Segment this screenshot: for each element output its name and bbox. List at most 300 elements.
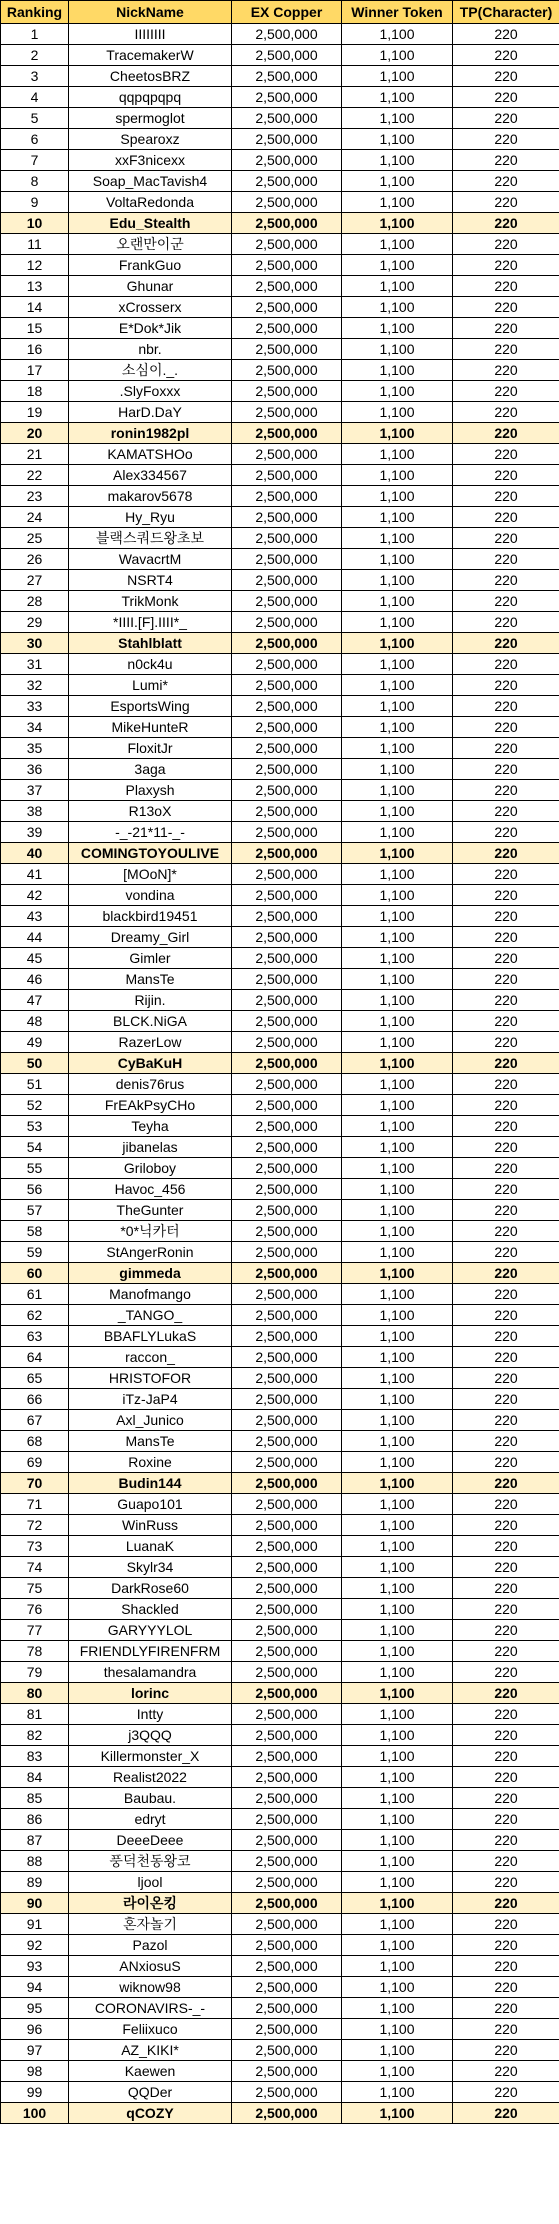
nickname-cell: Spearoxz xyxy=(69,129,232,150)
tp-character-cell: 220 xyxy=(453,948,559,969)
tp-character-cell: 220 xyxy=(453,2082,559,2103)
tp-character-cell: 220 xyxy=(453,1914,559,1935)
winner-token-cell: 1,100 xyxy=(342,1809,453,1830)
rank-cell: 77 xyxy=(1,1620,69,1641)
winner-token-cell: 1,100 xyxy=(342,1116,453,1137)
ex-copper-cell: 2,500,000 xyxy=(232,234,342,255)
rank-cell: 22 xyxy=(1,465,69,486)
rank-cell: 29 xyxy=(1,612,69,633)
nickname-cell: KAMATSHOo xyxy=(69,444,232,465)
ex-copper-cell: 2,500,000 xyxy=(232,1809,342,1830)
nickname-cell: gimmeda xyxy=(69,1263,232,1284)
ex-copper-cell: 2,500,000 xyxy=(232,1725,342,1746)
winner-token-cell: 1,100 xyxy=(342,465,453,486)
table-header xyxy=(1,1,559,24)
table-row xyxy=(1,780,559,801)
ex-copper-cell: 2,500,000 xyxy=(232,822,342,843)
winner-token-cell: 1,100 xyxy=(342,1599,453,1620)
ex-copper-cell: 2,500,000 xyxy=(232,1788,342,1809)
rank-cell: 6 xyxy=(1,129,69,150)
ex-copper-cell: 2,500,000 xyxy=(232,465,342,486)
nickname-cell: lorinc xyxy=(69,1683,232,1704)
tp-character-cell: 220 xyxy=(453,1725,559,1746)
winner-token-cell: 1,100 xyxy=(342,486,453,507)
nickname-cell: 라이온킹 xyxy=(69,1893,232,1914)
table-row xyxy=(1,1347,559,1368)
table-row xyxy=(1,486,559,507)
table-row xyxy=(1,1851,559,1872)
tp-character-cell: 220 xyxy=(453,1431,559,1452)
table-row xyxy=(1,1704,559,1725)
ex-copper-cell: 2,500,000 xyxy=(232,45,342,66)
table-row xyxy=(1,1074,559,1095)
nickname-cell: LuanaK xyxy=(69,1536,232,1557)
ex-copper-cell: 2,500,000 xyxy=(232,1200,342,1221)
tp-character-cell: 220 xyxy=(453,1158,559,1179)
winner-token-cell: 1,100 xyxy=(342,1725,453,1746)
nickname-cell: -_-21*11-_- xyxy=(69,822,232,843)
table-row xyxy=(1,1221,559,1242)
winner-token-cell: 1,100 xyxy=(342,1452,453,1473)
winner-token-cell: 1,100 xyxy=(342,360,453,381)
table-row xyxy=(1,1977,559,1998)
ex-copper-cell: 2,500,000 xyxy=(232,2061,342,2082)
nickname-cell: denis76rus xyxy=(69,1074,232,1095)
nickname-cell: Plaxysh xyxy=(69,780,232,801)
tp-character-cell: 220 xyxy=(453,780,559,801)
rank-cell: 38 xyxy=(1,801,69,822)
tp-character-cell: 220 xyxy=(453,507,559,528)
nickname-cell: xCrosserx xyxy=(69,297,232,318)
winner-token-cell: 1,100 xyxy=(342,927,453,948)
winner-token-cell: 1,100 xyxy=(342,213,453,234)
table-row xyxy=(1,1116,559,1137)
nickname-cell: Lumi* xyxy=(69,675,232,696)
table-row xyxy=(1,381,559,402)
table-row xyxy=(1,255,559,276)
tp-character-cell: 220 xyxy=(453,1137,559,1158)
tp-character-cell: 220 xyxy=(453,192,559,213)
winner-token-cell: 1,100 xyxy=(342,1053,453,1074)
ex-copper-cell: 2,500,000 xyxy=(232,738,342,759)
tp-character-cell: 220 xyxy=(453,108,559,129)
winner-token-cell: 1,100 xyxy=(342,2019,453,2040)
winner-token-cell: 1,100 xyxy=(342,675,453,696)
tp-character-cell: 220 xyxy=(453,297,559,318)
table-row xyxy=(1,1032,559,1053)
nickname-cell: FrankGuo xyxy=(69,255,232,276)
nickname-cell: FRIENDLYFIRENFRM xyxy=(69,1641,232,1662)
tp-character-cell: 220 xyxy=(453,1641,559,1662)
ex-copper-cell: 2,500,000 xyxy=(232,1599,342,1620)
winner-token-cell: 1,100 xyxy=(342,717,453,738)
winner-token-cell: 1,100 xyxy=(342,1704,453,1725)
rank-cell: 40 xyxy=(1,843,69,864)
ex-copper-cell: 2,500,000 xyxy=(232,1494,342,1515)
nickname-cell: 3aga xyxy=(69,759,232,780)
winner-token-cell: 1,100 xyxy=(342,612,453,633)
ex-copper-cell: 2,500,000 xyxy=(232,591,342,612)
tp-character-cell: 220 xyxy=(453,1788,559,1809)
tp-character-cell: 220 xyxy=(453,1767,559,1788)
nickname-cell: TracemakerW xyxy=(69,45,232,66)
tp-character-cell: 220 xyxy=(453,1284,559,1305)
rank-cell: 94 xyxy=(1,1977,69,1998)
rank-cell: 75 xyxy=(1,1578,69,1599)
rank-cell: 97 xyxy=(1,2040,69,2061)
rank-cell: 98 xyxy=(1,2061,69,2082)
tp-character-cell: 220 xyxy=(453,129,559,150)
table-row xyxy=(1,2019,559,2040)
winner-token-cell: 1,100 xyxy=(342,1389,453,1410)
header-winner-token: Winner Token xyxy=(342,1,453,24)
winner-token-cell: 1,100 xyxy=(342,1998,453,2019)
table-row xyxy=(1,843,559,864)
ex-copper-cell: 2,500,000 xyxy=(232,213,342,234)
table-row xyxy=(1,276,559,297)
ex-copper-cell: 2,500,000 xyxy=(232,1242,342,1263)
ex-copper-cell: 2,500,000 xyxy=(232,675,342,696)
ex-copper-cell: 2,500,000 xyxy=(232,633,342,654)
rank-cell: 3 xyxy=(1,66,69,87)
tp-character-cell: 220 xyxy=(453,675,559,696)
table-row xyxy=(1,927,559,948)
rank-cell: 9 xyxy=(1,192,69,213)
winner-token-cell: 1,100 xyxy=(342,507,453,528)
nickname-cell: iTz-JaP4 xyxy=(69,1389,232,1410)
nickname-cell: 블랙스쿼드왕초보 xyxy=(69,528,232,549)
ex-copper-cell: 2,500,000 xyxy=(232,1935,342,1956)
table-row xyxy=(1,1011,559,1032)
tp-character-cell: 220 xyxy=(453,255,559,276)
header-row xyxy=(1,1,559,24)
ex-copper-cell: 2,500,000 xyxy=(232,906,342,927)
nickname-cell: EsportsWing xyxy=(69,696,232,717)
tp-character-cell: 220 xyxy=(453,1179,559,1200)
rank-cell: 58 xyxy=(1,1221,69,1242)
table-row xyxy=(1,1158,559,1179)
rank-cell: 35 xyxy=(1,738,69,759)
ex-copper-cell: 2,500,000 xyxy=(232,759,342,780)
table-row xyxy=(1,1326,559,1347)
nickname-cell: j3QQQ xyxy=(69,1725,232,1746)
table-row xyxy=(1,1305,559,1326)
nickname-cell: CheetosBRZ xyxy=(69,66,232,87)
rank-cell: 12 xyxy=(1,255,69,276)
rank-cell: 67 xyxy=(1,1410,69,1431)
winner-token-cell: 1,100 xyxy=(342,150,453,171)
table-row xyxy=(1,1641,559,1662)
table-row xyxy=(1,612,559,633)
table-row xyxy=(1,318,559,339)
nickname-cell: NSRT4 xyxy=(69,570,232,591)
tp-character-cell: 220 xyxy=(453,66,559,87)
table-row xyxy=(1,990,559,1011)
rank-cell: 81 xyxy=(1,1704,69,1725)
winner-token-cell: 1,100 xyxy=(342,297,453,318)
ex-copper-cell: 2,500,000 xyxy=(232,1053,342,1074)
rank-cell: 85 xyxy=(1,1788,69,1809)
ex-copper-cell: 2,500,000 xyxy=(232,1662,342,1683)
winner-token-cell: 1,100 xyxy=(342,864,453,885)
table-row xyxy=(1,1830,559,1851)
ex-copper-cell: 2,500,000 xyxy=(232,423,342,444)
tp-character-cell: 220 xyxy=(453,276,559,297)
nickname-cell: MansTe xyxy=(69,1431,232,1452)
winner-token-cell: 1,100 xyxy=(342,549,453,570)
winner-token-cell: 1,100 xyxy=(342,1011,453,1032)
nickname-cell: 오랜만이군 xyxy=(69,234,232,255)
ex-copper-cell: 2,500,000 xyxy=(232,1767,342,1788)
table-row xyxy=(1,759,559,780)
ex-copper-cell: 2,500,000 xyxy=(232,801,342,822)
nickname-cell: *IIII.[F].IIII*_ xyxy=(69,612,232,633)
table-row xyxy=(1,1578,559,1599)
rank-cell: 24 xyxy=(1,507,69,528)
winner-token-cell: 1,100 xyxy=(342,906,453,927)
rank-cell: 88 xyxy=(1,1851,69,1872)
ex-copper-cell: 2,500,000 xyxy=(232,1641,342,1662)
tp-character-cell: 220 xyxy=(453,843,559,864)
table-row xyxy=(1,1620,559,1641)
rank-cell: 32 xyxy=(1,675,69,696)
rank-cell: 100 xyxy=(1,2103,69,2124)
table-row xyxy=(1,2040,559,2061)
table-row xyxy=(1,444,559,465)
table-row xyxy=(1,87,559,108)
winner-token-cell: 1,100 xyxy=(342,2082,453,2103)
ex-copper-cell: 2,500,000 xyxy=(232,1368,342,1389)
tp-character-cell: 220 xyxy=(453,423,559,444)
tp-character-cell: 220 xyxy=(453,990,559,1011)
nickname-cell: TrikMonk xyxy=(69,591,232,612)
winner-token-cell: 1,100 xyxy=(342,1368,453,1389)
nickname-cell: Budin144 xyxy=(69,1473,232,1494)
winner-token-cell: 1,100 xyxy=(342,402,453,423)
winner-token-cell: 1,100 xyxy=(342,1242,453,1263)
winner-token-cell: 1,100 xyxy=(342,255,453,276)
nickname-cell: IIIIIIII xyxy=(69,24,232,45)
nickname-cell: QQDer xyxy=(69,2082,232,2103)
rank-cell: 31 xyxy=(1,654,69,675)
rank-cell: 50 xyxy=(1,1053,69,1074)
tp-character-cell: 220 xyxy=(453,402,559,423)
rank-cell: 34 xyxy=(1,717,69,738)
nickname-cell: 혼자놀기 xyxy=(69,1914,232,1935)
ex-copper-cell: 2,500,000 xyxy=(232,108,342,129)
winner-token-cell: 1,100 xyxy=(342,444,453,465)
table-row xyxy=(1,1284,559,1305)
tp-character-cell: 220 xyxy=(453,1473,559,1494)
nickname-cell: qCOZY xyxy=(69,2103,232,2124)
rank-cell: 46 xyxy=(1,969,69,990)
ex-copper-cell: 2,500,000 xyxy=(232,1578,342,1599)
rank-cell: 86 xyxy=(1,1809,69,1830)
winner-token-cell: 1,100 xyxy=(342,1788,453,1809)
tp-character-cell: 220 xyxy=(453,1242,559,1263)
rank-cell: 56 xyxy=(1,1179,69,1200)
table-row xyxy=(1,633,559,654)
rank-cell: 19 xyxy=(1,402,69,423)
tp-character-cell: 220 xyxy=(453,906,559,927)
winner-token-cell: 1,100 xyxy=(342,1032,453,1053)
winner-token-cell: 1,100 xyxy=(342,948,453,969)
tp-character-cell: 220 xyxy=(453,318,559,339)
table-row xyxy=(1,1893,559,1914)
nickname-cell: Baubau. xyxy=(69,1788,232,1809)
table-row xyxy=(1,2082,559,2103)
winner-token-cell: 1,100 xyxy=(342,1137,453,1158)
header-ex-copper: EX Copper xyxy=(232,1,342,24)
tp-character-cell: 220 xyxy=(453,969,559,990)
winner-token-cell: 1,100 xyxy=(342,1893,453,1914)
tp-character-cell: 220 xyxy=(453,1221,559,1242)
rank-cell: 14 xyxy=(1,297,69,318)
nickname-cell: Hy_Ryu xyxy=(69,507,232,528)
table-row xyxy=(1,24,559,45)
tp-character-cell: 220 xyxy=(453,633,559,654)
tp-character-cell: 220 xyxy=(453,1998,559,2019)
nickname-cell: MikeHunteR xyxy=(69,717,232,738)
rank-cell: 7 xyxy=(1,150,69,171)
winner-token-cell: 1,100 xyxy=(342,969,453,990)
winner-token-cell: 1,100 xyxy=(342,1179,453,1200)
table-row xyxy=(1,801,559,822)
nickname-cell: Dreamy_Girl xyxy=(69,927,232,948)
tp-character-cell: 220 xyxy=(453,1893,559,1914)
table-row xyxy=(1,738,559,759)
rank-cell: 70 xyxy=(1,1473,69,1494)
rank-cell: 1 xyxy=(1,24,69,45)
table-row xyxy=(1,549,559,570)
tp-character-cell: 220 xyxy=(453,1410,559,1431)
nickname-cell: BLCK.NiGA xyxy=(69,1011,232,1032)
nickname-cell: qqpqpqpq xyxy=(69,87,232,108)
tp-character-cell: 220 xyxy=(453,1116,559,1137)
nickname-cell: spermoglot xyxy=(69,108,232,129)
winner-token-cell: 1,100 xyxy=(342,822,453,843)
ex-copper-cell: 2,500,000 xyxy=(232,1431,342,1452)
table-row xyxy=(1,2103,559,2124)
winner-token-cell: 1,100 xyxy=(342,1977,453,1998)
table-row xyxy=(1,1809,559,1830)
tp-character-cell: 220 xyxy=(453,738,559,759)
rank-cell: 53 xyxy=(1,1116,69,1137)
rank-cell: 78 xyxy=(1,1641,69,1662)
table-row xyxy=(1,948,559,969)
tp-character-cell: 220 xyxy=(453,1557,559,1578)
tp-character-cell: 220 xyxy=(453,1830,559,1851)
rank-cell: 11 xyxy=(1,234,69,255)
tp-character-cell: 220 xyxy=(453,1662,559,1683)
ex-copper-cell: 2,500,000 xyxy=(232,1452,342,1473)
nickname-cell: TheGunter xyxy=(69,1200,232,1221)
tp-character-cell: 220 xyxy=(453,1746,559,1767)
tp-character-cell: 220 xyxy=(453,822,559,843)
ex-copper-cell: 2,500,000 xyxy=(232,780,342,801)
header-nickname: NickName xyxy=(69,1,232,24)
table-row xyxy=(1,1557,559,1578)
nickname-cell: Stahlblatt xyxy=(69,633,232,654)
table-row xyxy=(1,66,559,87)
table-row xyxy=(1,1431,559,1452)
table-row xyxy=(1,1410,559,1431)
ex-copper-cell: 2,500,000 xyxy=(232,1914,342,1935)
winner-token-cell: 1,100 xyxy=(342,633,453,654)
winner-token-cell: 1,100 xyxy=(342,1536,453,1557)
ex-copper-cell: 2,500,000 xyxy=(232,1620,342,1641)
nickname-cell: FrEAkPsyCHo xyxy=(69,1095,232,1116)
ex-copper-cell: 2,500,000 xyxy=(232,1032,342,1053)
table-row xyxy=(1,1788,559,1809)
winner-token-cell: 1,100 xyxy=(342,1200,453,1221)
nickname-cell: CyBaKuH xyxy=(69,1053,232,1074)
rank-cell: 16 xyxy=(1,339,69,360)
tp-character-cell: 220 xyxy=(453,171,559,192)
rank-cell: 41 xyxy=(1,864,69,885)
nickname-cell: ronin1982pl xyxy=(69,423,232,444)
ex-copper-cell: 2,500,000 xyxy=(232,255,342,276)
ex-copper-cell: 2,500,000 xyxy=(232,381,342,402)
nickname-cell: raccon_ xyxy=(69,1347,232,1368)
rank-cell: 44 xyxy=(1,927,69,948)
winner-token-cell: 1,100 xyxy=(342,570,453,591)
nickname-cell: WinRuss xyxy=(69,1515,232,1536)
ex-copper-cell: 2,500,000 xyxy=(232,990,342,1011)
rank-cell: 48 xyxy=(1,1011,69,1032)
tp-character-cell: 220 xyxy=(453,696,559,717)
table-row xyxy=(1,864,559,885)
ex-copper-cell: 2,500,000 xyxy=(232,927,342,948)
nickname-cell: Edu_Stealth xyxy=(69,213,232,234)
tp-character-cell: 220 xyxy=(453,1305,559,1326)
winner-token-cell: 1,100 xyxy=(342,696,453,717)
nickname-cell: ANxiosuS xyxy=(69,1956,232,1977)
rank-cell: 8 xyxy=(1,171,69,192)
rank-cell: 62 xyxy=(1,1305,69,1326)
nickname-cell: COMINGTOYOULIVE xyxy=(69,843,232,864)
nickname-cell: Shackled xyxy=(69,1599,232,1620)
tp-character-cell: 220 xyxy=(453,45,559,66)
rank-cell: 39 xyxy=(1,822,69,843)
table-row xyxy=(1,402,559,423)
table-row xyxy=(1,45,559,66)
tp-character-cell: 220 xyxy=(453,150,559,171)
winner-token-cell: 1,100 xyxy=(342,2040,453,2061)
table-row xyxy=(1,570,559,591)
rank-cell: 93 xyxy=(1,1956,69,1977)
table-row xyxy=(1,213,559,234)
table-row xyxy=(1,192,559,213)
table-row xyxy=(1,108,559,129)
table-row xyxy=(1,465,559,486)
table-row xyxy=(1,1914,559,1935)
nickname-cell: R13oX xyxy=(69,801,232,822)
ex-copper-cell: 2,500,000 xyxy=(232,843,342,864)
rank-cell: 17 xyxy=(1,360,69,381)
winner-token-cell: 1,100 xyxy=(342,843,453,864)
winner-token-cell: 1,100 xyxy=(342,1956,453,1977)
rank-cell: 99 xyxy=(1,2082,69,2103)
table-row xyxy=(1,969,559,990)
tp-character-cell: 220 xyxy=(453,528,559,549)
ex-copper-cell: 2,500,000 xyxy=(232,969,342,990)
ex-copper-cell: 2,500,000 xyxy=(232,192,342,213)
winner-token-cell: 1,100 xyxy=(342,1830,453,1851)
rank-cell: 30 xyxy=(1,633,69,654)
rank-cell: 84 xyxy=(1,1767,69,1788)
winner-token-cell: 1,100 xyxy=(342,1872,453,1893)
